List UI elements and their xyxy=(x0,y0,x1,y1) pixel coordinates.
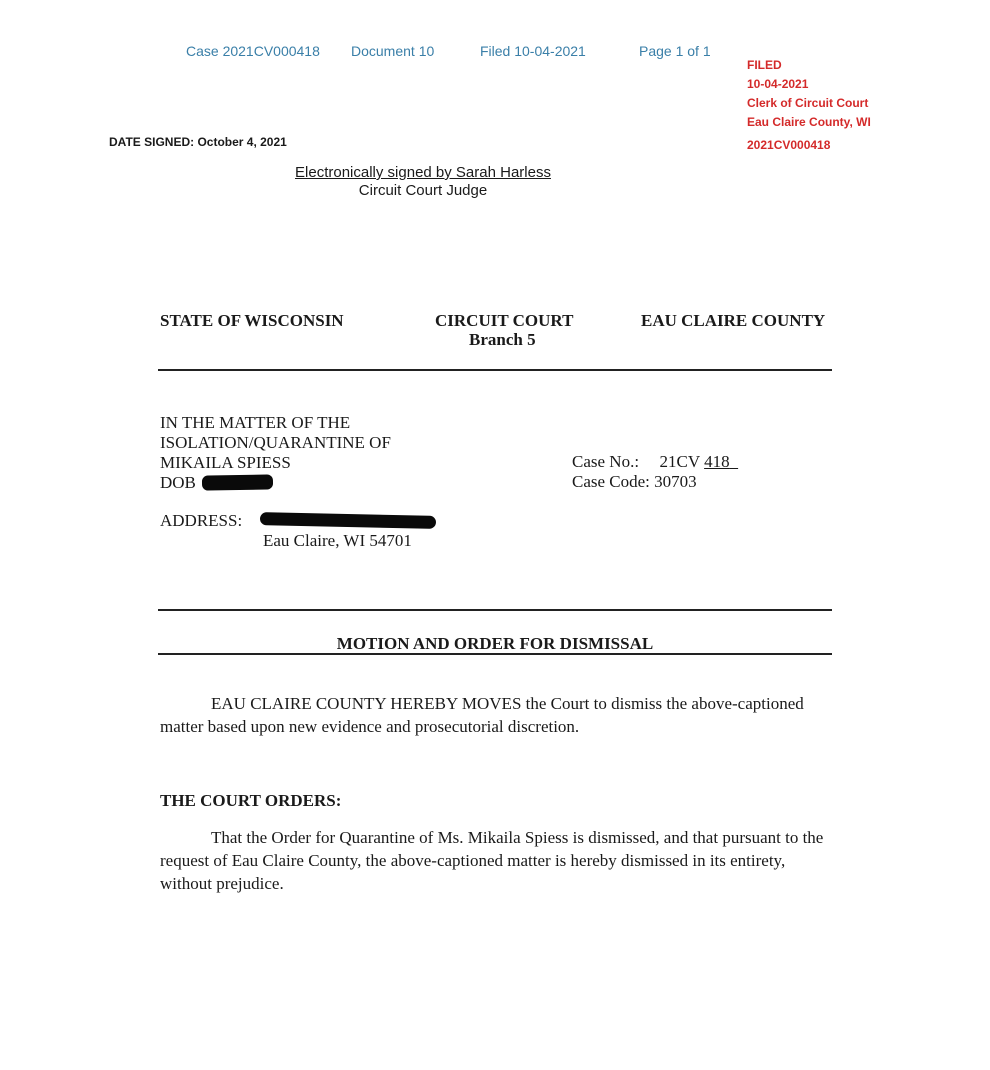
header-page: Page 1 of 1 xyxy=(639,43,711,59)
matter-name: MIKAILA SPIESS xyxy=(160,453,291,472)
header-case: Case 2021CV000418 xyxy=(186,43,320,59)
case-code-label: Case Code: xyxy=(572,472,650,491)
case-info xyxy=(572,452,738,492)
address-redaction xyxy=(260,512,436,529)
caption-county: EAU CLAIRE COUNTY xyxy=(641,311,826,330)
case-code-row xyxy=(572,472,738,492)
electronic-signature xyxy=(288,164,558,200)
stamp-date: 10-04-2021 xyxy=(747,77,809,91)
address-city: Eau Claire, WI 54701 xyxy=(263,531,412,550)
case-number-row xyxy=(572,452,738,472)
case-number-prefix: 21CV xyxy=(659,452,700,471)
caption-state: STATE OF WISCONSIN xyxy=(160,311,344,330)
motion-title-underline xyxy=(158,653,832,655)
signature-line: Electronically signed by Sarah Harless xyxy=(295,164,551,181)
filed-stamp xyxy=(747,56,871,155)
motion-title: MOTION AND ORDER FOR DISMISSAL xyxy=(336,634,654,653)
matter-line-2: ISOLATION/QUARANTINE OF xyxy=(160,433,391,452)
header-document: Document 10 xyxy=(351,43,435,59)
date-signed: DATE SIGNED: October 4, 2021 xyxy=(109,135,287,149)
address-label: ADDRESS: xyxy=(160,511,243,530)
caption-divider-top xyxy=(158,369,832,371)
order-heading: THE COURT ORDERS: xyxy=(160,791,342,810)
header-filed: Filed 10-04-2021 xyxy=(480,43,586,59)
motion-body: EAU CLAIRE COUNTY HEREBY MOVES the Court to dismiss the above-captioned matter based upon new evidence and prosecutorial discretion. xyxy=(160,694,804,736)
case-number-label: Case No.: xyxy=(572,452,640,471)
signature-title: Circuit Court Judge xyxy=(358,182,488,199)
stamp-county: Eau Claire County, WI xyxy=(747,115,871,129)
matter-line-1: IN THE MATTER OF THE xyxy=(160,413,351,432)
stamp-filed: FILED xyxy=(747,58,782,72)
caption-court: CIRCUIT COURT xyxy=(435,311,574,330)
matter-block xyxy=(160,413,391,493)
matter-divider xyxy=(158,609,832,611)
stamp-case-number: 2021CV000418 xyxy=(747,138,831,152)
order-body: That the Order for Quarantine of Ms. Mikaila Spiess is dismissed, and that pursuant to the request of Eau Claire County, the above-captioned matter is hereby dismissed in its entirety, without prejudice. xyxy=(160,828,824,893)
case-code-value: 30703 xyxy=(654,472,697,491)
matter-dob xyxy=(160,473,391,493)
dob-label: DOB xyxy=(160,473,196,492)
caption-branch: Branch 5 xyxy=(469,330,536,349)
stamp-clerk: Clerk of Circuit Court xyxy=(747,96,869,110)
case-number-value: 418 xyxy=(704,452,730,471)
dob-redaction xyxy=(202,474,273,490)
